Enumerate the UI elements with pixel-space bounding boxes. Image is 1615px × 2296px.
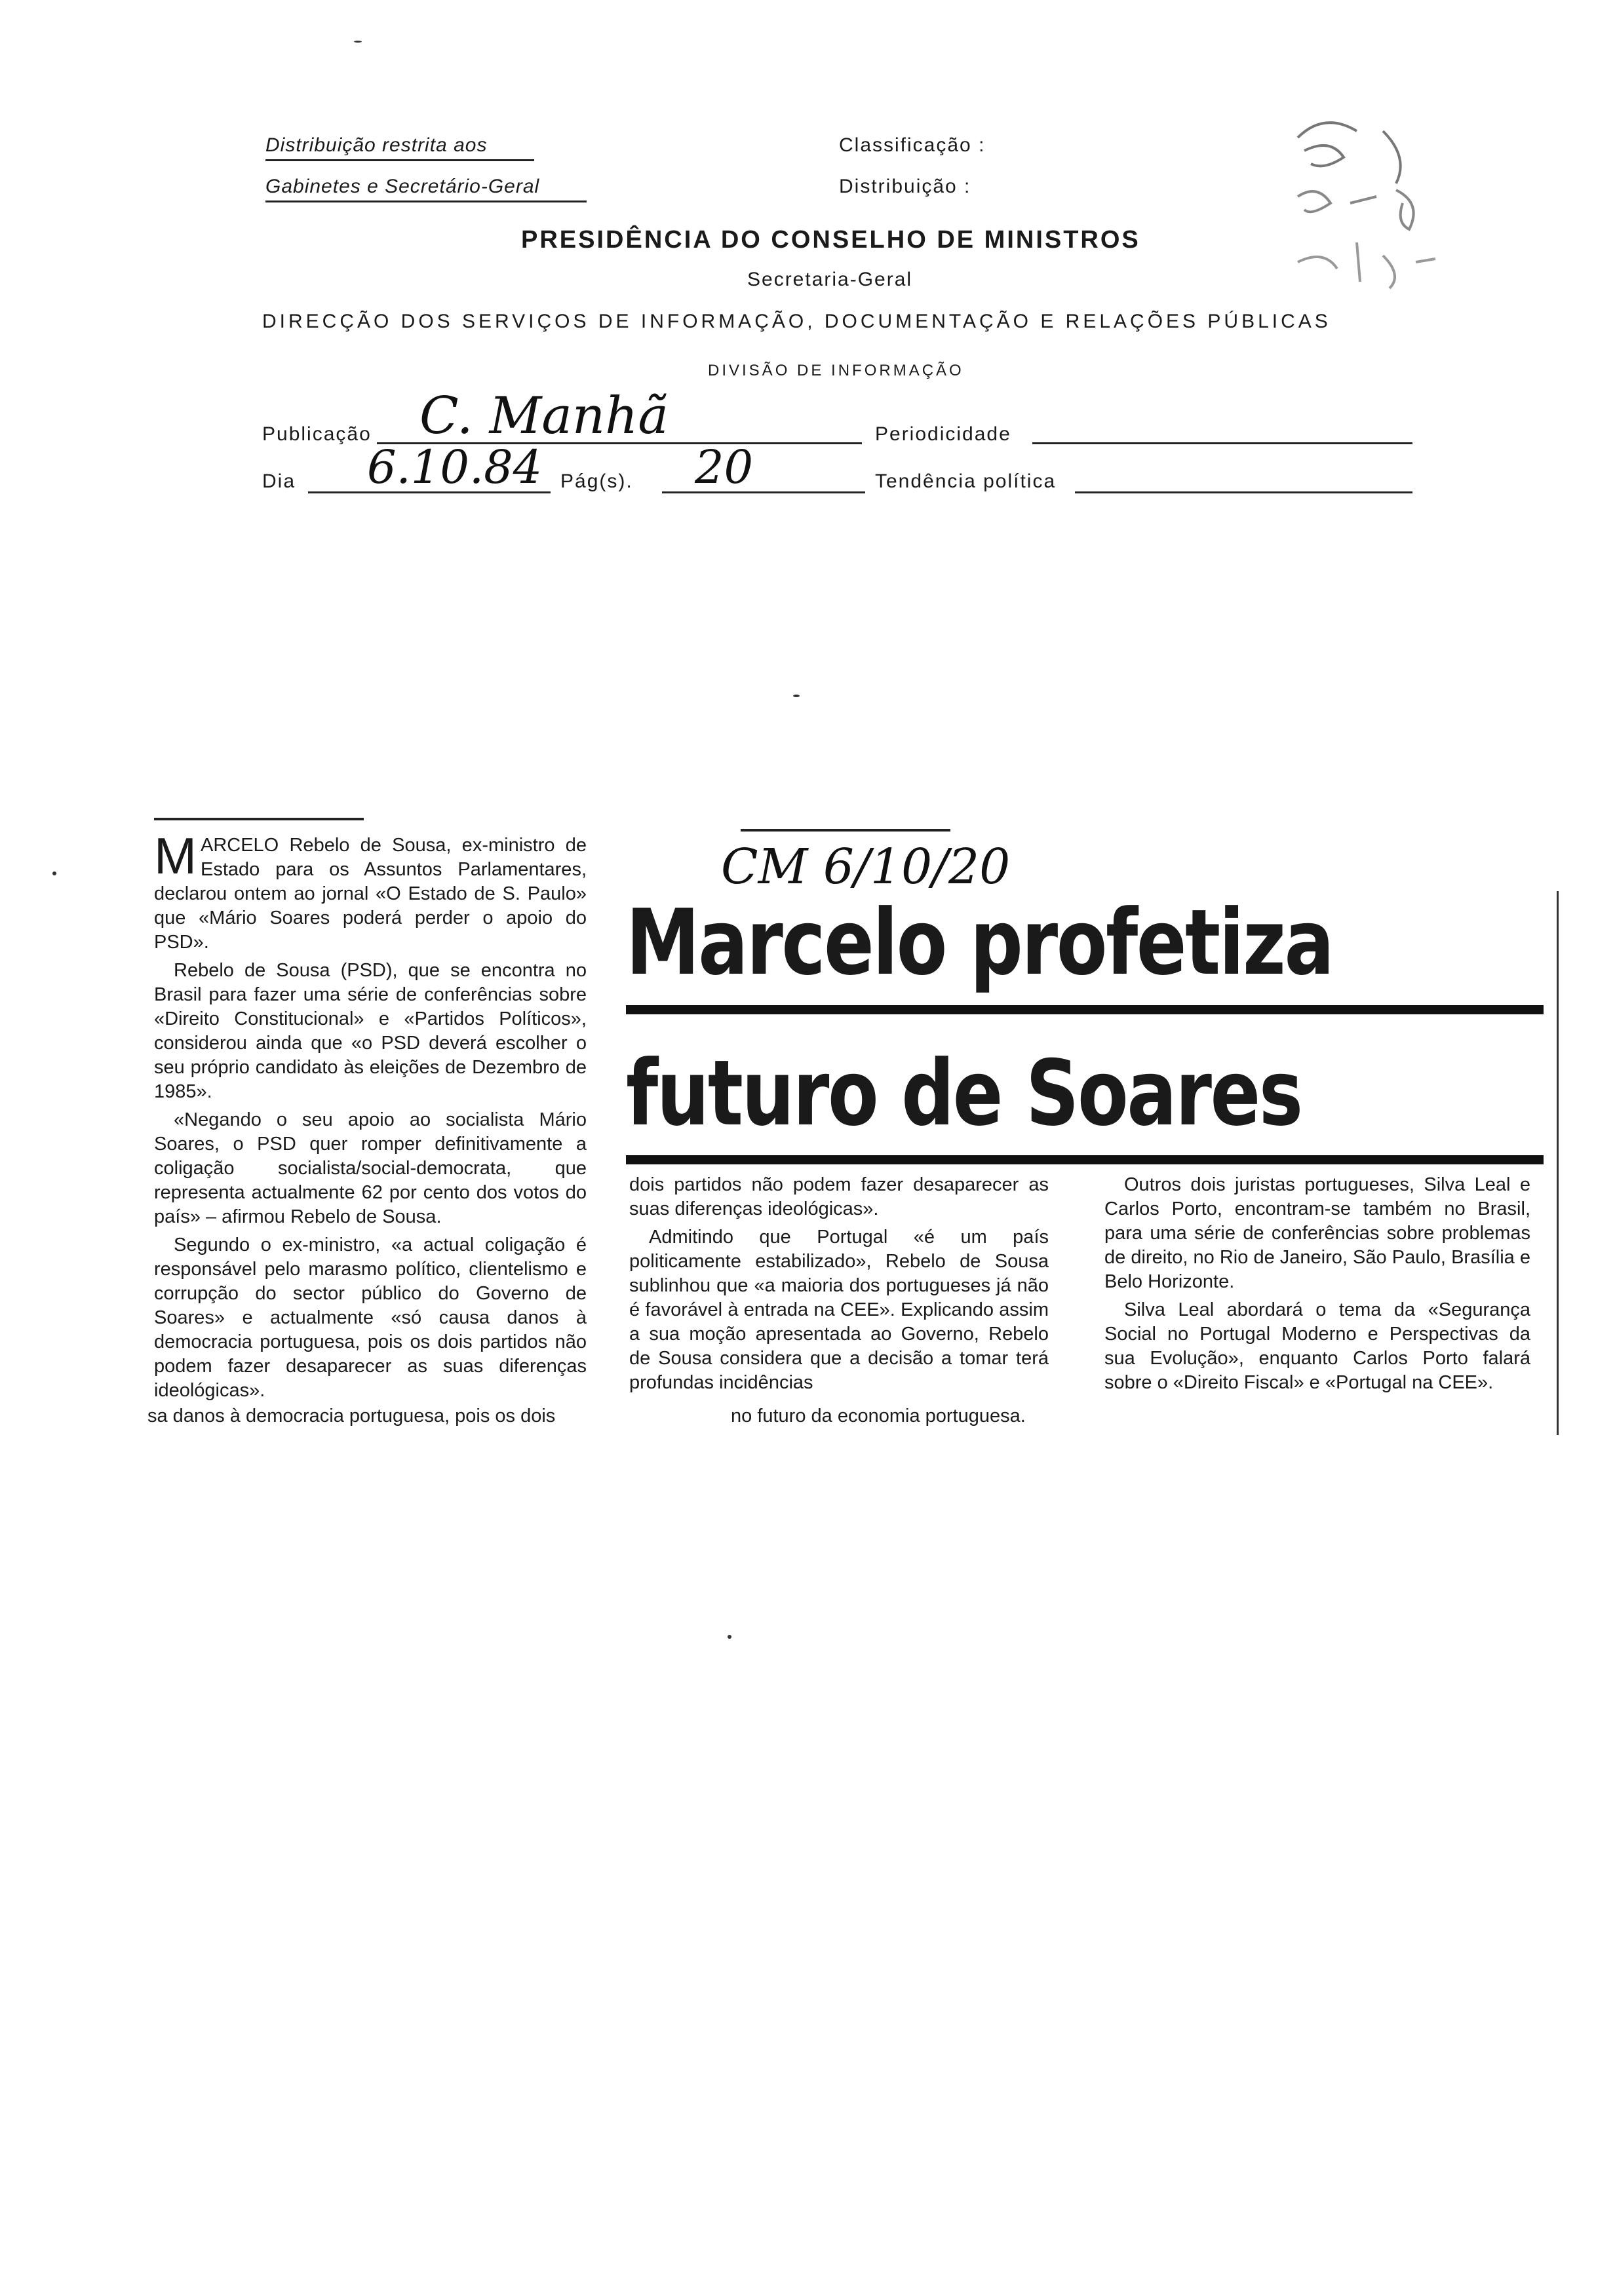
pags-line xyxy=(662,491,865,493)
restriction-line-1: Distribuição restrita aos xyxy=(265,134,534,161)
distribuicao-label: Distribuição : xyxy=(839,176,971,197)
speck xyxy=(728,1635,731,1639)
speck xyxy=(793,695,800,697)
article-column-1 xyxy=(154,827,587,1401)
publicacao-handwritten: C. Manhã xyxy=(419,387,669,446)
division-title: DIVISÃO DE INFORMAÇÃO xyxy=(708,362,964,379)
paragraph: «Negando o seu apoio ao socialista Mário Soares, o PSD quer romper definitivamente a coligação socialista/social-democrata, que representa actualmente 62 por cento dos votos do país» – afirmou Rebelo de Sousa. xyxy=(154,1109,587,1227)
speck xyxy=(52,871,56,875)
article-column-2 xyxy=(629,1173,1049,1399)
handwritten-ref: CM 6/10/20 xyxy=(721,839,1011,895)
tendencia-line xyxy=(1075,491,1412,493)
corner-scribble-icon xyxy=(1285,111,1455,301)
headline-top-rule xyxy=(741,829,950,832)
column-border-right xyxy=(1557,891,1559,1435)
direction-title: DIRECÇÃO DOS SERVIÇOS DE INFORMAÇÃO, DOCUMENTAÇÃO E RELAÇÕES PÚBLICAS xyxy=(262,311,1331,332)
periodicidade-label: Periodicidade xyxy=(875,423,1011,445)
article-column-3 xyxy=(1104,1173,1530,1399)
tendencia-label: Tendência política xyxy=(875,470,1057,492)
pags-handwritten: 20 xyxy=(695,440,754,494)
paragraph: Outros dois juristas portugueses, Silva Leal e Carlos Porto, encontram-se também no Brasil, para uma série de conferências sobre problemas de direito, no Rio de Janeiro, São Paulo, Brasília e Belo Horizonte. xyxy=(1104,1174,1530,1292)
paragraph: Admitindo que Portugal «é um país politicamente estabilizado», Rebelo de Sousa sublinhou que «a maioria dos portugueses já não é favorável à entrada na CEE». Explicando assim a sua moção apresentada ao Governo, Rebelo de Sousa considera que a decisão a tomar terá profundas incidências xyxy=(629,1227,1049,1393)
paragraph: Segundo o ex-ministro, «a actual coligação é responsável pelo marasmo político, clientelismo e corrupção do sector público do Governo de Soares» e actualmente «só causa danos à democracia portuguesa, pois os dois partidos não podem fazer desaparecer as suas diferenças ideológicas». xyxy=(154,1234,587,1401)
article-bottom-line-2: no futuro da economia portuguesa. xyxy=(731,1406,1026,1426)
paragraph: ARCELO Rebelo de Sousa, ex-ministro de Estado para os Assuntos Parlamentares, declarou ontem ao jornal «O Estado de S. Paulo» que «Mário Soares poderá perder o apoio do PSD». xyxy=(154,835,587,953)
speck xyxy=(354,41,362,43)
dia-handwritten: 6.10.84 xyxy=(367,440,543,494)
restriction-line-2: Gabinetes e Secretário-Geral xyxy=(265,176,587,202)
dropcap: M xyxy=(154,827,197,885)
article-bottom-line: sa danos à democracia portuguesa, pois os dois xyxy=(147,1406,556,1426)
headline-line-2: futuro de Soares xyxy=(626,1041,1302,1146)
paragraph: Silva Leal abordará o tema da «Segurança Social no Portugal Moderno e Perspectivas da sua Evolução», enquanto Carlos Porto falará sobre o «Direito Fiscal» e «Portugal na CEE». xyxy=(1104,1299,1530,1393)
classificacao-label: Classificação : xyxy=(839,134,986,156)
headline-rule-1 xyxy=(626,1005,1544,1014)
org-subtitle: Secretaria-Geral xyxy=(747,269,913,290)
article-top-rule xyxy=(154,818,364,820)
paragraph: Rebelo de Sousa (PSD), que se encontra no Brasil para fazer uma série de conferências sobre «Direito Constitucional» e «Partidos Políticos», considerou ainda que «o PSD deverá escolher o seu próprio candidato às eleições de Dezembro de 1985». xyxy=(154,960,587,1102)
paragraph: dois partidos não podem fazer desaparecer as suas diferenças ideológicas». xyxy=(629,1174,1049,1219)
publicacao-label: Publicação xyxy=(262,423,372,445)
corner-annotation xyxy=(1285,111,1455,301)
headline-line-1: Marcelo profetiza xyxy=(626,890,1333,995)
periodicidade-line xyxy=(1032,442,1412,444)
dia-label: Dia xyxy=(262,470,296,492)
headline-rule-2 xyxy=(626,1155,1544,1164)
org-title: PRESIDÊNCIA DO CONSELHO DE MINISTROS xyxy=(521,226,1140,254)
pags-label: Pág(s). xyxy=(560,470,633,492)
